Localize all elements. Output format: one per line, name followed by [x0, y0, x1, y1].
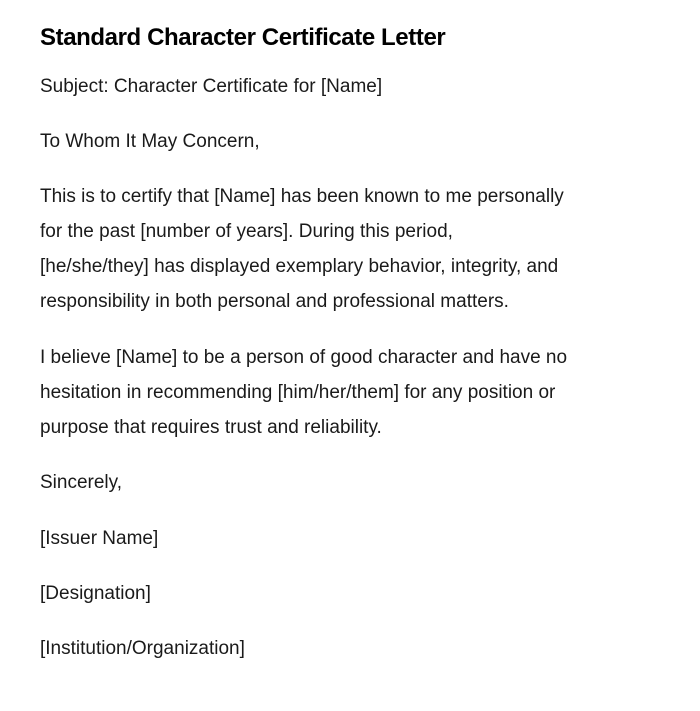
subject-line: Subject: Character Certificate for [Name]: [40, 76, 383, 97]
letter-title: Standard Character Certificate Letter: [40, 24, 446, 51]
paragraph-1-line: for the past [number of years]. During this period,: [40, 221, 453, 242]
paragraph-1-line: [he/she/they] has displayed exemplary behavior, integrity, and: [40, 256, 559, 277]
paragraph-2-line: purpose that requires trust and reliability.: [40, 417, 382, 438]
paragraph-1-line: responsibility in both personal and professional matters.: [40, 291, 509, 312]
institution: [Institution/Organization]: [40, 638, 245, 659]
paragraph-2-line: I believe [Name] to be a person of good character and have no: [40, 347, 568, 368]
paragraph-1-line: This is to certify that [Name] has been known to me personally: [40, 186, 564, 207]
salutation: To Whom It May Concern,: [40, 131, 260, 152]
body-paragraph-1: [40, 179, 660, 319]
paragraph-2-line: hesitation in recommending [him/her/them] for any position or: [40, 382, 556, 403]
closing: Sincerely,: [40, 472, 123, 493]
issuer-name: [Issuer Name]: [40, 528, 159, 549]
designation: [Designation]: [40, 583, 151, 604]
body-paragraph-2: [40, 340, 660, 445]
